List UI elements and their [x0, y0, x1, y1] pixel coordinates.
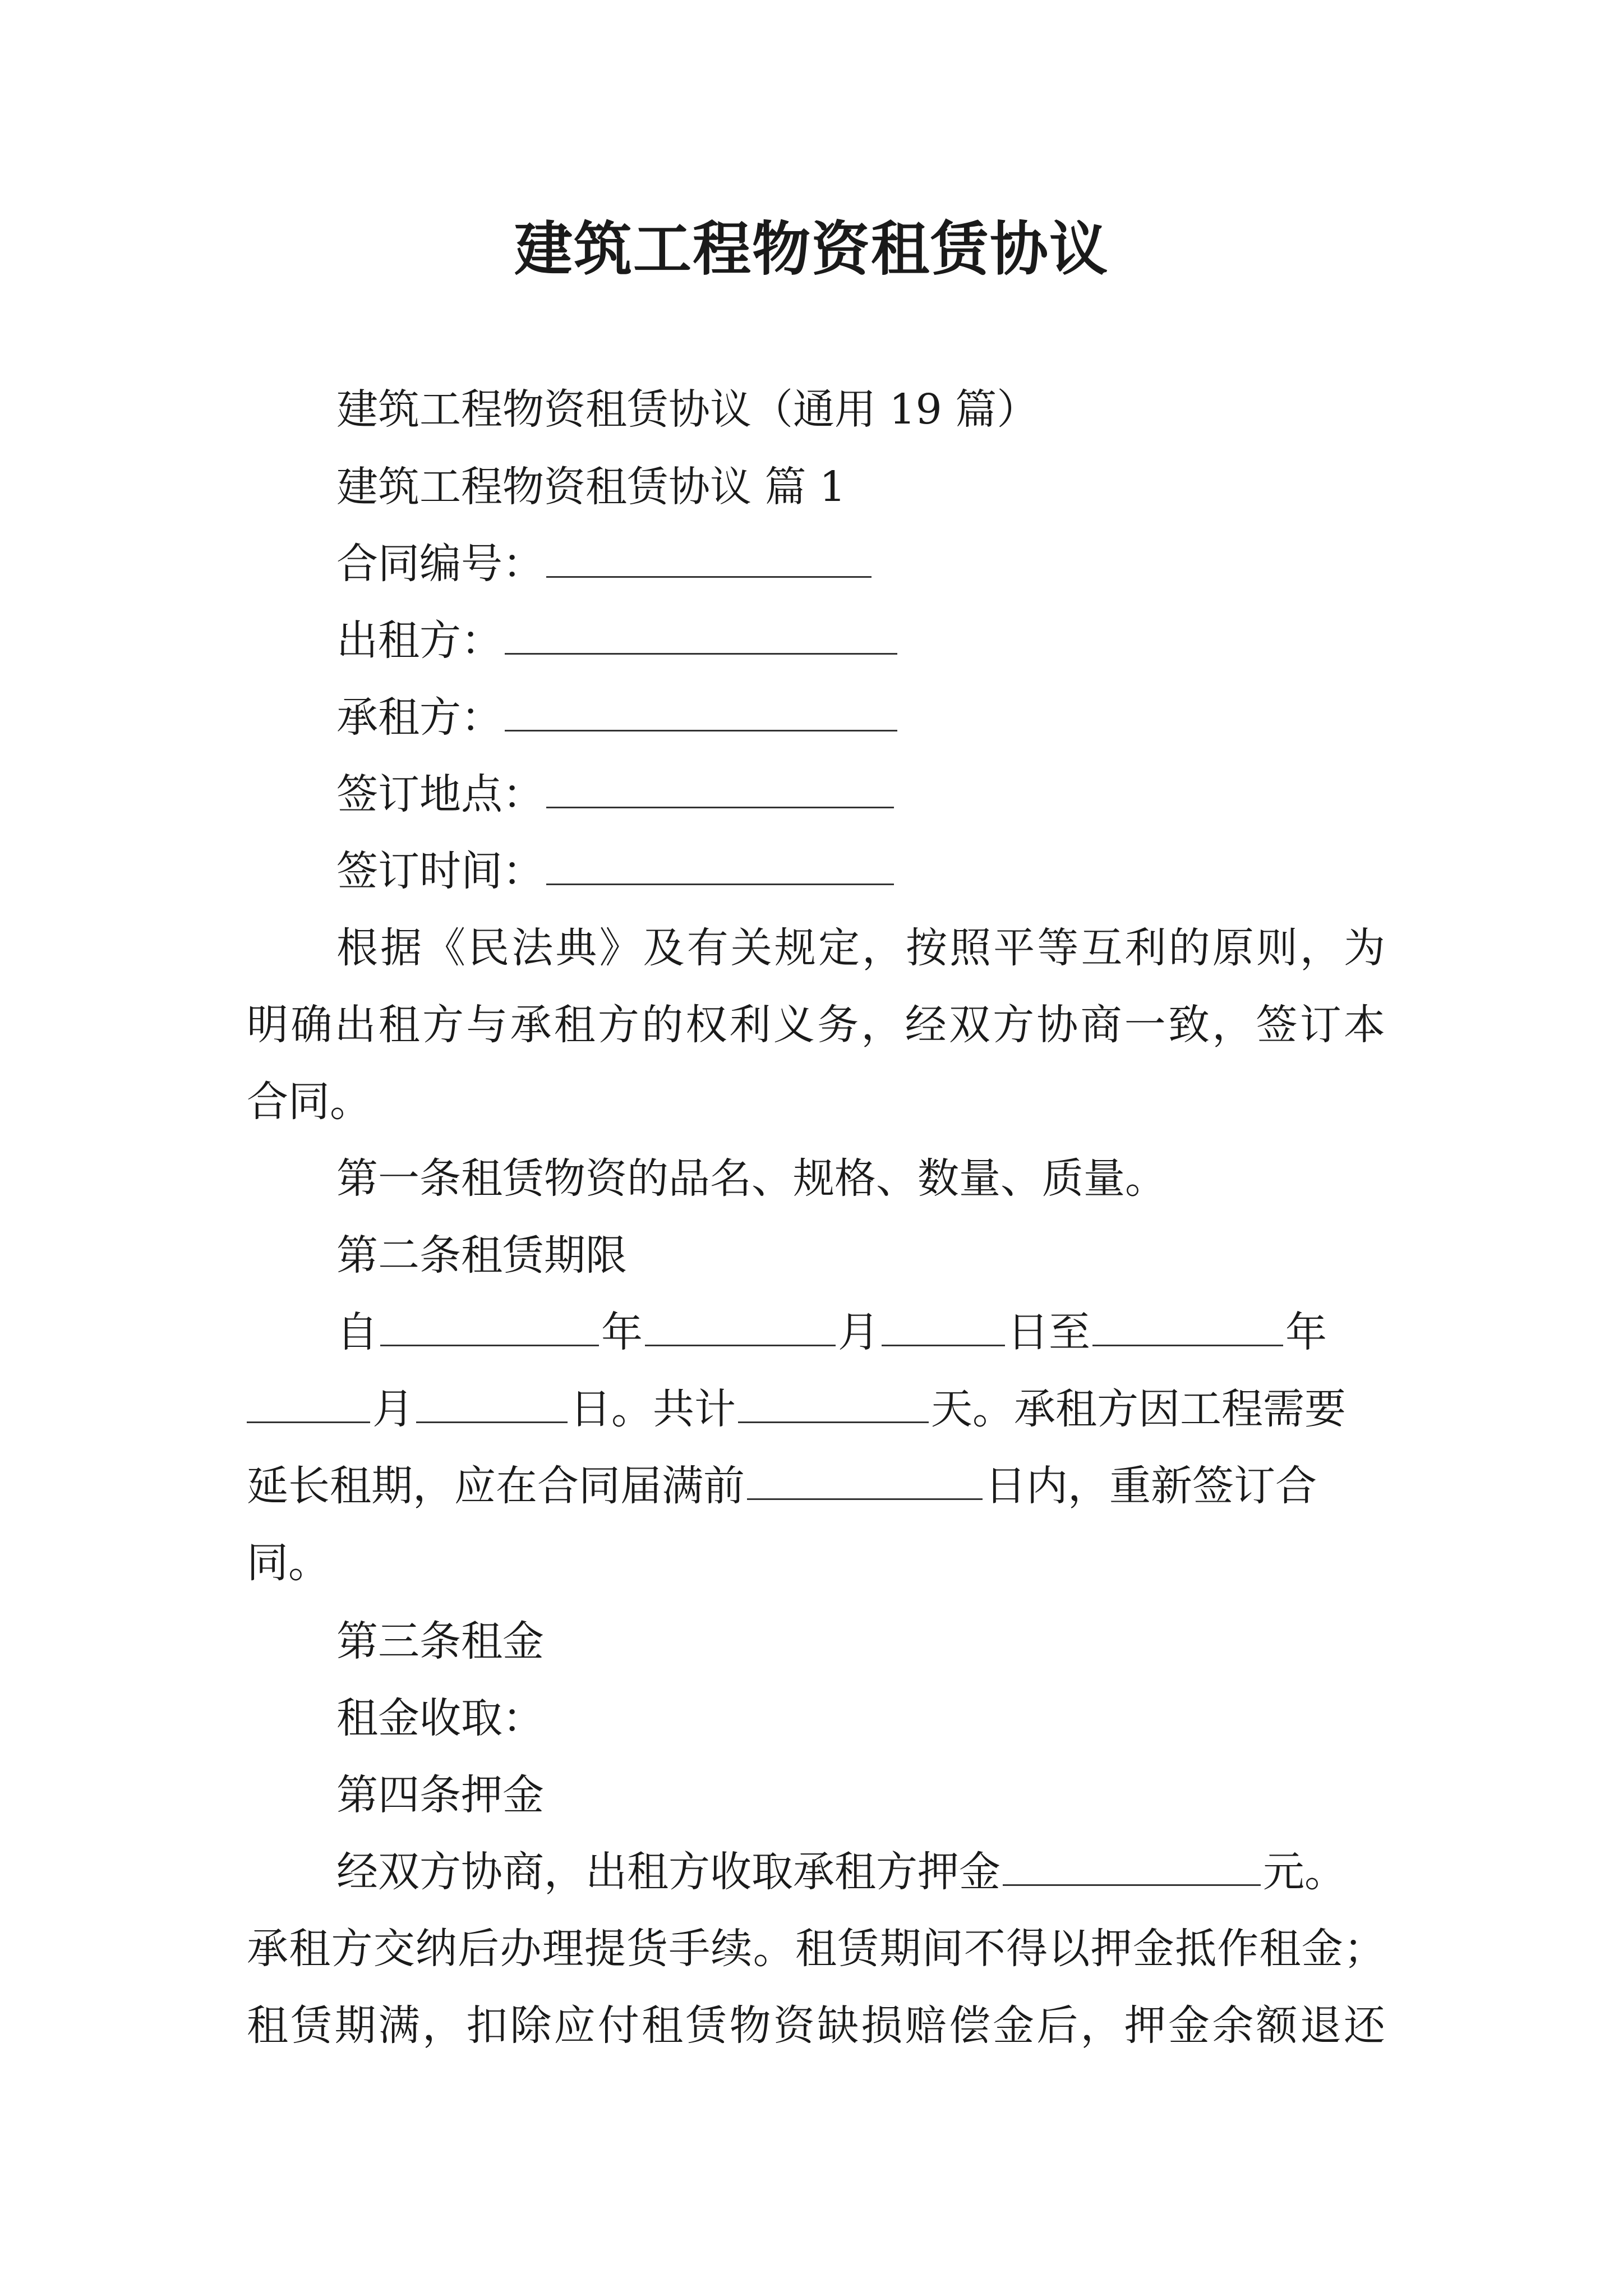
signing-time-row [336, 843, 896, 899]
article-4-line-1 [336, 1844, 1346, 1900]
total-days-blank [738, 1382, 929, 1423]
article-3-heading: 第三条租金 [336, 1617, 544, 1665]
lessee-label: 承租方： [336, 693, 502, 742]
section-heading: 建筑工程物资租赁协议 篇 1 [336, 463, 846, 511]
term-from-label: 自 [336, 1308, 378, 1356]
term-day-to-label: 日至 [1007, 1308, 1090, 1356]
contract-number-row [336, 536, 874, 592]
end-year-blank [1092, 1305, 1283, 1346]
article-2-heading: 第二条租赁期限 [336, 1231, 627, 1280]
lessee-blank [505, 691, 897, 731]
term-year-label: 年 [601, 1308, 643, 1356]
lessor-blank [505, 614, 897, 655]
article-1: 第一条租赁物资的品名、规格、数量、质量。 [336, 1154, 1166, 1203]
article-4-line-3: 租赁期满，扣除应付租赁物资缺损赔偿金后，押金余额退还 [247, 2001, 1385, 2050]
article-2-term-line-4: 同。 [247, 1539, 330, 1587]
lessor-label: 出租方： [336, 616, 502, 665]
term-month-label: 月 [838, 1308, 879, 1356]
end-month-blank [247, 1382, 370, 1423]
article-3-collection: 租金收取： [336, 1694, 544, 1742]
document-subtitle: 建筑工程物资租赁协议（通用 19 篇） [336, 385, 1039, 434]
article-2-term-line-1 [336, 1304, 1327, 1360]
extension-tail-text: 日内，重新签订合 [985, 1462, 1317, 1510]
preamble-line-1: 根据《民法典》及有关规定，按照平等互利的原则，为 [336, 924, 1385, 972]
term-total-label: 日。共计 [570, 1385, 736, 1433]
article-2-term-line-2 [247, 1381, 1346, 1437]
article-4-line-2: 承租方交纳后办理提货手续。租赁期间不得以押金抵作租金； [247, 1925, 1385, 1973]
deposit-amount-blank [1003, 1845, 1261, 1886]
start-month-blank [645, 1305, 836, 1346]
end-day-blank [416, 1382, 568, 1423]
deposit-text: 经双方协商，出租方收取承租方押金 [336, 1848, 1000, 1896]
term-end-month-label: 月 [372, 1385, 414, 1433]
term-end-year-label: 年 [1285, 1308, 1327, 1356]
deposit-unit: 元。 [1263, 1848, 1346, 1896]
signing-time-label: 签订时间： [336, 847, 544, 895]
article-4-heading: 第四条押金 [336, 1771, 544, 1819]
signing-place-row [336, 766, 896, 822]
start-day-blank [882, 1305, 1005, 1346]
preamble-line-2: 明确出租方与承租方的权利义务，经双方协商一致，签订本 [247, 1001, 1385, 1049]
signing-place-label: 签订地点： [336, 770, 544, 818]
preamble-line-3: 合同。 [247, 1078, 371, 1126]
lessor-row [336, 613, 900, 669]
lessee-row [336, 689, 900, 746]
signing-time-blank [546, 844, 894, 885]
extension-days-blank [747, 1459, 983, 1500]
contract-number-blank [546, 537, 872, 578]
term-days-tail: 天。承租方因工程需要 [931, 1385, 1346, 1433]
extension-notice-text: 延长租期，应在合同届满前 [247, 1462, 745, 1510]
article-2-term-line-3 [247, 1458, 1317, 1514]
signing-place-blank [546, 767, 894, 808]
start-year-blank [380, 1305, 599, 1346]
contract-number-label: 合同编号： [336, 540, 544, 588]
document-title: 建筑工程物资租赁协议 [514, 214, 1109, 283]
